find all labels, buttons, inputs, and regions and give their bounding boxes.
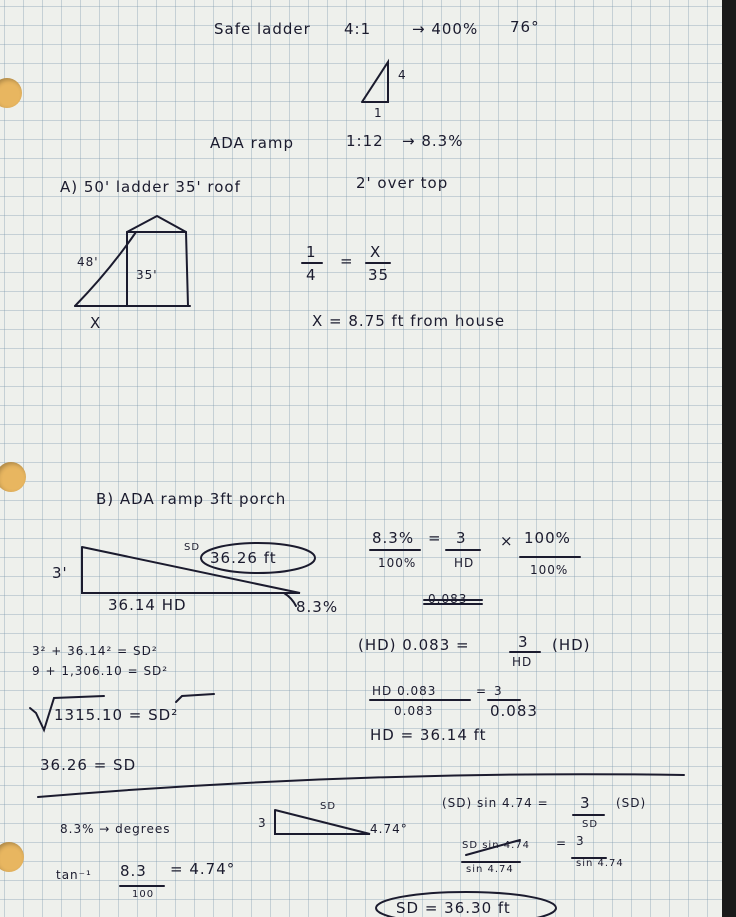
safe-percent: → 400% — [412, 20, 479, 38]
problem-a-note: 2' over top — [356, 174, 449, 192]
ada-ramp-label: ADA ramp — [210, 134, 295, 152]
sin2-den: sin 4.74 — [466, 864, 514, 875]
tan-denominator: 100 — [132, 889, 155, 900]
sin2-rden: sin 4.74 — [576, 858, 624, 869]
wall-height-label: 35' — [136, 268, 158, 282]
pct-mult-den: 100% — [530, 563, 569, 577]
small-ramp-triangle — [275, 810, 370, 834]
safe-ratio: 4:1 — [344, 20, 372, 38]
times-sign: × — [500, 532, 514, 550]
ada-percent: → 8.3% — [402, 132, 464, 150]
step1-text: (HD) 0.083 = — [358, 636, 470, 654]
small-triangle-angle: 4.74° — [370, 822, 408, 836]
house-outline — [127, 216, 188, 306]
sqrt-sign — [176, 694, 214, 702]
pythagoras-line-1: 3² + 36.14² = SD² — [32, 644, 158, 658]
triangle-rise: 4 — [398, 68, 407, 82]
pct-eq-rhs-num: 3 — [456, 529, 467, 547]
sin-eq-num: 3 — [580, 794, 591, 812]
safe-angle: 76° — [510, 18, 540, 36]
angle-arrow — [284, 593, 296, 606]
final-answer: SD = 36.30 ft — [396, 899, 511, 917]
ramp-rise-label: 3' — [52, 564, 68, 582]
small-triangle-rise: 3 — [258, 816, 267, 830]
fraction-a-numerator: 1 — [306, 243, 317, 261]
safe-ladder-label: Safe ladder — [214, 20, 311, 38]
sin-eq-tail: (SD) — [616, 796, 647, 810]
step1-num: 3 — [518, 633, 529, 651]
tan-result: = 4.74° — [170, 860, 236, 878]
equals-sign: = — [340, 252, 354, 270]
step2-eq: = — [476, 684, 488, 698]
pythagoras-result: 36.26 = SD — [40, 756, 137, 774]
step2-rnum: 3 — [494, 684, 503, 698]
fraction-a-denominator: 4 — [306, 266, 317, 284]
step2-den: 0.083 — [394, 704, 434, 718]
tan-numerator: 8.3 — [120, 862, 147, 880]
small-triangle-slope: SD — [320, 801, 337, 812]
scribble-text: 0.083 — [428, 592, 468, 606]
pct-eq-sign: = — [428, 529, 442, 547]
pct-eq-lhs-num: 8.3% — [372, 529, 415, 547]
pct-eq-lhs-den: 100% — [378, 556, 417, 570]
inverse-tan-label: tan⁻¹ — [56, 868, 92, 882]
pct-eq-rhs-den: HD — [454, 556, 475, 570]
problem-b-title: B) ADA ramp 3ft porch — [96, 490, 287, 508]
pct-mult-num: 100% — [524, 529, 571, 547]
percent-to-degrees: 8.3% → degrees — [60, 822, 171, 836]
pythagoras-line-2: 9 + 1,306.10 = SD² — [32, 664, 169, 678]
pythagoras-line-3: 1315.10 = SD² — [54, 706, 179, 724]
triangle-run: 1 — [374, 106, 383, 120]
sin2-eq: = — [556, 836, 568, 850]
sin-eq-text: (SD) sin 4.74 = — [442, 796, 549, 810]
slope-answer: 36.26 ft — [210, 549, 277, 567]
hd-result: HD = 36.14 ft — [370, 726, 487, 744]
step2-rden: 0.083 — [490, 702, 538, 720]
fraction-b-numerator: X — [370, 243, 382, 261]
problem-a-title: A) 50' ladder 35' roof — [60, 178, 241, 196]
sin-eq-den: SD — [582, 819, 599, 830]
step1-tail: (HD) — [552, 636, 591, 654]
fraction-b-denominator: 35 — [368, 266, 390, 284]
problem-a-answer: X = 8.75 ft from house — [312, 312, 506, 330]
slope-label: SD — [184, 542, 201, 553]
sin2-num: SD sin 4.74 — [462, 840, 530, 851]
base-x-label: X — [90, 314, 102, 332]
sin2-rnum: 3 — [576, 834, 585, 848]
safe-ladder-triangle — [362, 62, 388, 102]
step2-num: HD 0.083 — [372, 684, 437, 698]
run-label: 36.14 HD — [108, 596, 187, 614]
ladder-length-label: 48' — [77, 255, 99, 269]
ada-ratio: 1:12 — [346, 132, 384, 150]
grade-label: 8.3% — [296, 598, 339, 616]
step1-den: HD — [512, 655, 533, 669]
